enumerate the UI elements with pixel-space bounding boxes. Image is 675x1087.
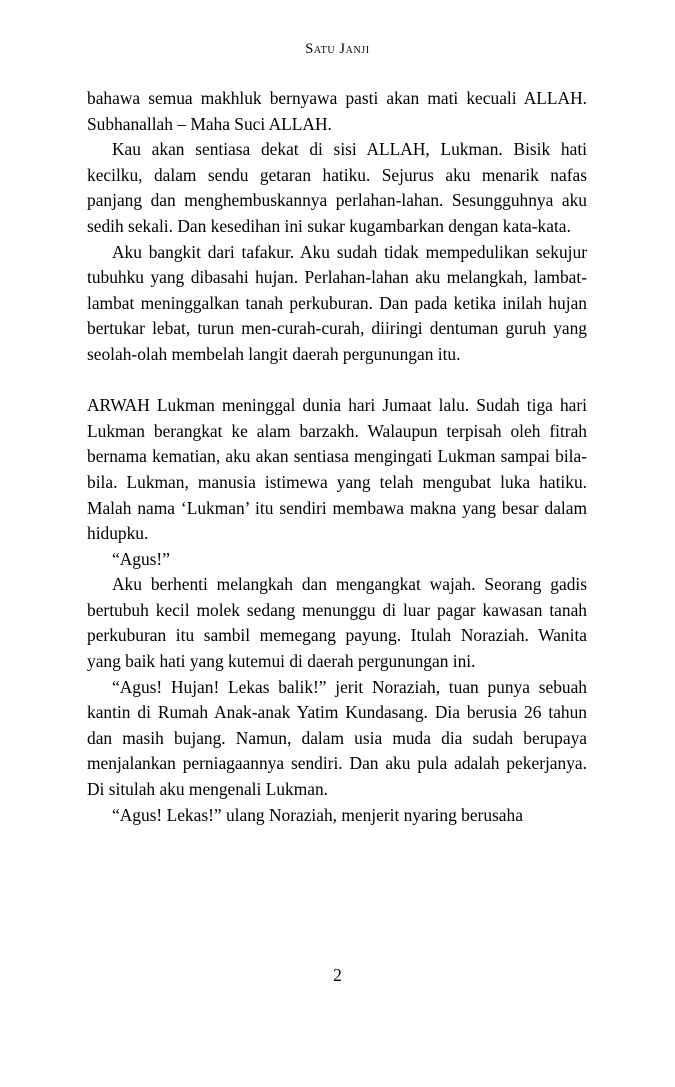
paragraph: ARWAH Lukman meninggal dunia hari Jumaat lalu. Sudah tiga hari Lukman berangkat ke alam barzakh. Walaupun terpisah oleh fitrah bernama kematian, aku akan sentiasa mengingati Lukman sampai bila-bila. Lukman, manusia istimewa yang telah mengubat luka hatiku. Malah nama ‘Lukman’ itu sendiri membawa makna yang besar dalam hidupku. [87, 395, 587, 544]
section-break [87, 368, 587, 394]
paragraph: Kau akan sentiasa dekat di sisi ALLAH, Lukman. Bisik hati kecilku, dalam sendu getaran hatiku. Sejurus aku menarik nafas panjang dan menghembuskannya perlahan-lahan. Sesungguhnya aku sedih sekali. Dan kesedihan ini sukar kugambarkan dengan kata-kata. [87, 139, 587, 236]
paragraph: Aku bangkit dari tafakur. Aku sudah tidak mempedulikan sekujur tubuhku yang dibasahi hujan. Perlahan-lahan aku melangkah, lambat-lambat meninggalkan tanah perkuburan. Dan pada ketika inilah hujan bertukar lebat, turun men-curah-curah, diiringi dentuman guruh yang seolah-olah membelah langit daerah pergunungan itu. [87, 241, 587, 364]
paragraph-dialogue-continued: “Agus! Lekas!” ulang Noraziah, menjerit nyaring berusaha [112, 804, 523, 825]
paragraph: Aku berhenti melangkah dan mengangkat wajah. Seorang gadis bertubuh kecil molek sedang menunggu di luar pagar kawasan tanah perkuburan itu sambil memegang payung. Itulah Noraziah. Wanita yang baik hati yang kutemui di daerah pergunungan ini. [87, 574, 587, 672]
paragraph: bahawa semua makhluk bernyawa pasti akan mati kecuali ALLAH. Subhanallah – Maha Suci ALLAH. [87, 88, 587, 134]
paragraph-dialogue: “Agus!” [112, 548, 170, 569]
running-head: Satu Janji [305, 41, 370, 57]
page-number: 2 [333, 965, 342, 985]
paragraph-dialogue: “Agus! Hujan! Lekas balik!” jerit Noraziah, tuan punya sebuah kantin di Rumah Anak-anak Yatim Kundasang. Dia berusia 26 tahun dan masih bujang. Namun, dalam usia muda dia sudah berupaya menjalankan perniagaannya sendiri. Dan aku pula adalah pekerjanya. Di situlah aku mengenali Lukman. [87, 676, 587, 800]
body-text-block [87, 86, 587, 828]
